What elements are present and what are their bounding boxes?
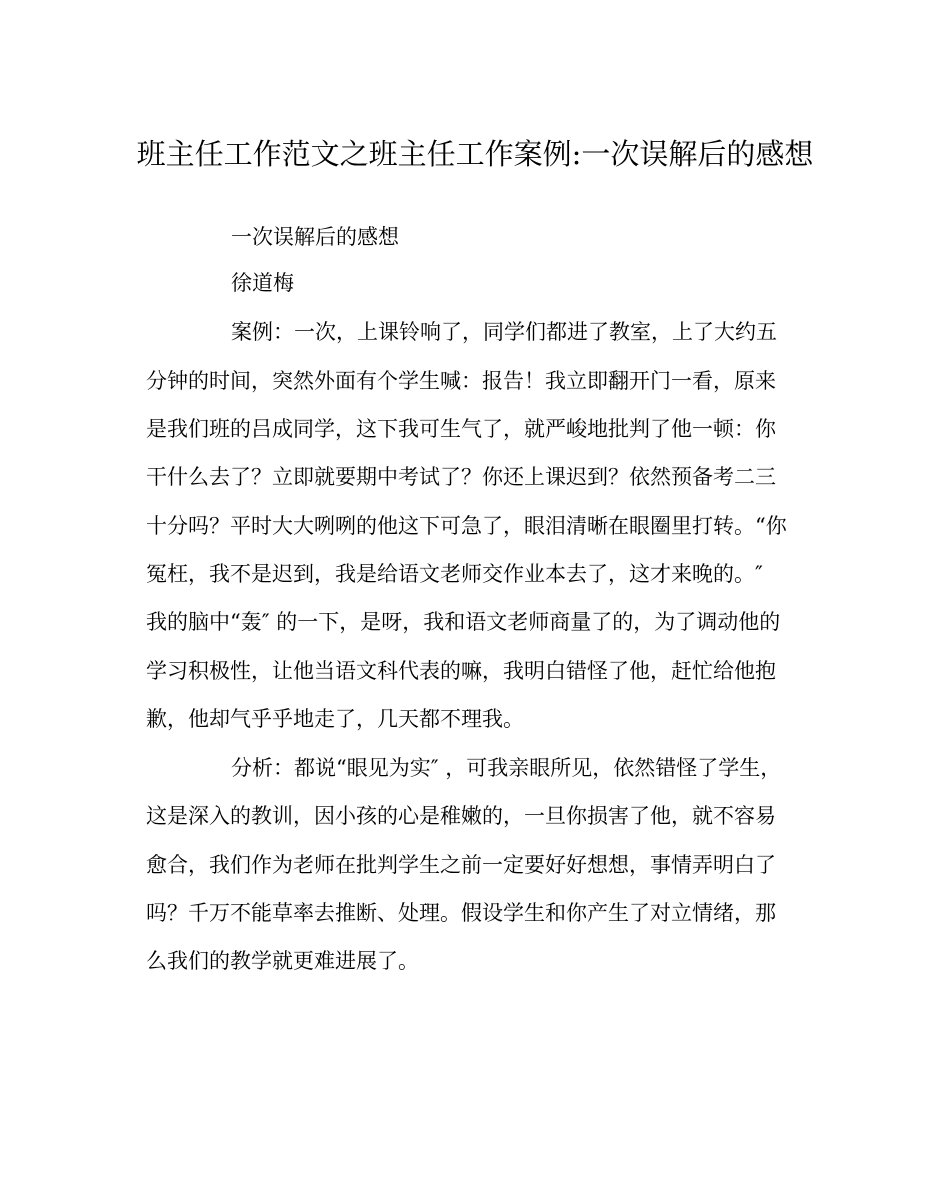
case-paragraph-line: 是我们班的吕成同学，这下我可生气了，就严峻地批判了他一顿：你	[146, 417, 776, 441]
case-paragraph-line: 案例：一次，上课铃响了，同学们都进了教室，上了大约五	[231, 320, 777, 344]
document-title: 班主任工作范文之班主任工作案例:一次误解后的感想	[136, 137, 814, 171]
case-paragraph-line: 冤枉，我不是迟到，我是给语文老师交作业本去了，这才来晚的。″	[146, 562, 763, 586]
analysis-paragraph-line: 么我们的教学就更难进展了。	[146, 949, 419, 973]
case-paragraph-line: 十分吗？平时大大咧咧的他这下可急了，眼泪清晰在眼圈里打转。“你	[146, 514, 787, 538]
analysis-paragraph-line: 吗？千万不能草率去推断、处理。假设学生和你产生了对立情绪，那	[146, 901, 776, 925]
case-paragraph-line: 歉，他却气乎乎地走了，几天都不理我。	[146, 707, 524, 731]
case-paragraph-line: 我的脑中“轰″ 的一下，是呀，我和语文老师商量了的，为了调动他的	[146, 610, 781, 634]
subtitle: 一次误解后的感想	[231, 225, 399, 249]
case-paragraph-line: 干什么去了？立即就要期中考试了？你还上课迟到？依然预备考二三	[146, 465, 776, 489]
analysis-paragraph-line: 分析：都说“眼见为实″ ，可我亲眼所见，依然错怪了学生，	[231, 756, 782, 780]
analysis-paragraph-line: 愈合，我们作为老师在批判学生之前一定要好好想想，事情弄明白了	[146, 853, 776, 877]
analysis-paragraph-line: 这是深入的教训，因小孩的心是稚嫩的，一旦你损害了他，就不容易	[146, 804, 776, 828]
case-paragraph-line: 分钟的时间，突然外面有个学生喊：报告！我立即翻开门一看，原来	[146, 369, 776, 393]
author: 徐道梅	[231, 271, 294, 295]
case-paragraph-line: 学习积极性，让他当语文科代表的嘛，我明白错怪了他，赶忙给他抱	[146, 659, 776, 683]
